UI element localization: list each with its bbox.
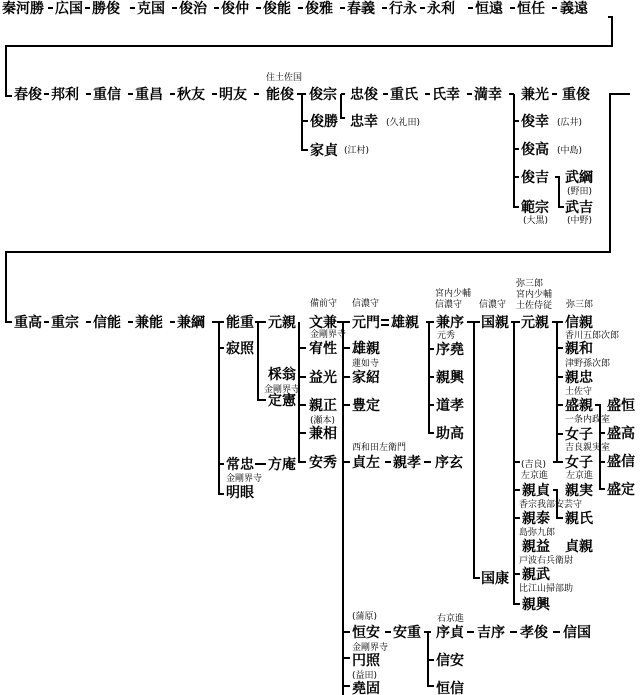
annotation: 金剛界寺 — [226, 474, 263, 484]
person-node: 兼能 — [135, 315, 163, 331]
annotation: 宮内少輔 — [435, 289, 472, 299]
annotation: (広井) — [557, 118, 583, 128]
annotation: 信濃守 — [479, 300, 507, 310]
person-node: 兼綱 — [177, 315, 205, 331]
person-node: 常忠 — [226, 457, 254, 473]
person-node: 国康 — [481, 571, 509, 587]
annotation: (久礼田) — [386, 118, 421, 128]
person-node: 秋友 — [177, 87, 205, 103]
annotation: (吉良) — [521, 460, 547, 470]
annotation: (野田) — [567, 187, 593, 197]
person-node: 益光 — [309, 370, 337, 386]
annotation: 金剛界寺 — [264, 385, 301, 395]
person-node: 兼相 — [309, 426, 337, 442]
person-node: 恒安 — [352, 625, 380, 641]
person-node: 文兼 — [309, 315, 337, 331]
person-node: 雄親 — [391, 315, 419, 331]
annotation: 吉良親実室 — [565, 443, 611, 453]
person-node: 宥性 — [309, 341, 337, 357]
person-node: 信親 — [565, 315, 593, 331]
person-node: 親益 — [522, 539, 550, 555]
person-node: 範宗 — [521, 200, 549, 216]
person-node: 親泰 — [522, 511, 550, 527]
person-node: 義遠 — [560, 1, 588, 17]
person-node: 盛親 — [565, 398, 593, 414]
annotation: 蓮如寺 — [352, 359, 380, 369]
person-node: 盛高 — [607, 426, 635, 442]
person-node: 元門 — [352, 315, 380, 331]
person-node: 親氏 — [565, 511, 593, 527]
person-node: 重信 — [93, 87, 121, 103]
person-node: 家貞 — [310, 143, 338, 159]
person-node: 道孝 — [436, 398, 464, 414]
person-node: 女子 — [565, 455, 593, 471]
person-node: 序玄 — [435, 455, 463, 471]
annotation: 香川五郎次郎 — [565, 331, 620, 341]
annotation: 金剛界寺 — [310, 330, 347, 340]
person-node: 親武 — [522, 567, 550, 583]
person-node: 方庵 — [268, 457, 296, 473]
person-node: 重高 — [14, 315, 42, 331]
person-node: 武吉 — [565, 200, 593, 216]
annotation: 戸波右兵衛尉 — [519, 556, 574, 566]
person-node: 恒任 — [517, 1, 545, 17]
person-node: 盛定 — [607, 482, 635, 498]
annotation: 右京進 — [437, 614, 465, 624]
person-node: 明眼 — [226, 485, 254, 501]
annotation: (中島) — [557, 146, 583, 156]
person-node: 親孝 — [393, 455, 421, 471]
annotation: (益田) — [352, 671, 378, 681]
annotation: 元秀 — [437, 331, 456, 341]
annotation: 左京進 — [521, 471, 549, 481]
person-node: 豊定 — [352, 398, 380, 414]
person-node: 重俊 — [562, 87, 590, 103]
annotation: 弥三郎 — [516, 279, 544, 289]
person-node: 親興 — [436, 370, 464, 386]
person-node: 克国 — [137, 1, 165, 17]
person-node: 広国 — [55, 1, 83, 17]
person-node: 俊雅 — [305, 1, 333, 17]
person-node: 忠俊 — [350, 87, 378, 103]
annotation: (瀬本) — [310, 416, 336, 426]
annotation: 島弥九郎 — [519, 528, 556, 538]
person-node: 吉序 — [477, 625, 505, 641]
person-node: 安秀 — [309, 455, 337, 471]
annotation: 土佐守 — [565, 387, 593, 397]
person-node: 俊吉 — [521, 170, 549, 186]
person-node: 安重 — [393, 625, 421, 641]
person-node: 邦利 — [51, 87, 79, 103]
person-node: 満幸 — [474, 87, 502, 103]
person-node: 能俊 — [266, 87, 294, 103]
person-node: 親貞 — [522, 483, 550, 499]
person-node: 兼光 — [521, 87, 549, 103]
person-node: 元親 — [268, 315, 296, 331]
person-node: 重昌 — [135, 87, 163, 103]
annotation: 信濃守 — [352, 299, 380, 309]
person-node: 永利 — [427, 1, 455, 17]
person-node: 春俊 — [14, 87, 42, 103]
person-node: 俊勝 — [310, 114, 338, 130]
person-node: 女子 — [565, 427, 593, 443]
person-node: 親興 — [522, 597, 550, 613]
person-node: 兼序 — [436, 315, 464, 331]
person-node: 序堯 — [436, 342, 464, 358]
person-node: 重氏 — [390, 87, 418, 103]
annotation: 住土佐国 — [266, 73, 303, 83]
annotation: 西和田左衛門 — [352, 443, 407, 453]
person-node: 元親 — [521, 315, 549, 331]
person-node: 信国 — [563, 625, 591, 641]
person-node: 明友 — [219, 87, 247, 103]
person-node: 氏幸 — [432, 87, 460, 103]
annotation: 比江山掃部助 — [519, 584, 574, 594]
person-node: 信能 — [93, 315, 121, 331]
annotation: 金剛界寺 — [352, 643, 389, 653]
person-node: 孝俊 — [520, 625, 548, 641]
person-node: 能重 — [226, 315, 254, 331]
person-node: 恒信 — [436, 681, 464, 695]
annotation: 備前守 — [310, 299, 338, 309]
annotation: 津野孫次郎 — [565, 359, 611, 369]
annotation: 一条内政室 — [565, 415, 611, 425]
person-node: 信安 — [436, 653, 464, 669]
person-node: 春義 — [347, 1, 375, 17]
person-node: 貞左 — [352, 455, 380, 471]
person-node: 貞親 — [565, 539, 593, 555]
annotation: (蒲原) — [352, 612, 378, 622]
person-node: 棌翁 — [268, 367, 296, 383]
person-node: 俊幸 — [521, 114, 549, 130]
annotation: 宮内少輔 — [516, 290, 553, 300]
person-node: 俊宗 — [309, 87, 337, 103]
person-node: 親正 — [309, 398, 337, 414]
annotation: 信濃守 — [435, 300, 463, 310]
generation-row-3 — [14, 277, 635, 695]
annotation: 左京進 — [566, 471, 594, 481]
person-node: 国親 — [481, 315, 509, 331]
person-node: 恒遠 — [475, 1, 503, 17]
person-node: 親忠 — [565, 370, 593, 386]
annotation: 土佐侍従 — [516, 301, 553, 311]
person-node: 序貞 — [436, 625, 464, 641]
person-node: 行永 — [389, 1, 417, 17]
person-node: 助高 — [436, 426, 464, 442]
person-node: 盛信 — [607, 454, 635, 470]
person-node: 円照 — [352, 653, 380, 669]
person-node: 重宗 — [51, 315, 79, 331]
annotation: 香宗我部安芸守 — [519, 500, 583, 510]
person-node: 寂照 — [226, 341, 254, 357]
person-node: 堯固 — [352, 681, 380, 695]
person-node: 勝俊 — [92, 1, 120, 17]
person-node: 親実 — [565, 483, 593, 499]
annotation: (大黒) — [523, 216, 549, 226]
annotation: (中野) — [567, 216, 593, 226]
person-node: 定憲 — [268, 393, 296, 409]
annotation: 弥三郎 — [566, 300, 594, 310]
person-node: 雄親 — [352, 341, 380, 357]
person-node: 親和 — [565, 341, 593, 357]
person-node: 俊能 — [263, 1, 291, 17]
annotation: (江村) — [344, 146, 370, 156]
person-node: 家紹 — [352, 370, 380, 386]
person-node: 武綱 — [565, 170, 593, 186]
person-node: 秦河勝 — [2, 1, 44, 17]
person-node: 盛恒 — [607, 398, 635, 414]
person-node: 忠幸 — [350, 114, 378, 130]
person-node: 俊高 — [521, 142, 549, 158]
person-node: 俊仲 — [221, 1, 249, 17]
person-node: 俊治 — [179, 1, 207, 17]
